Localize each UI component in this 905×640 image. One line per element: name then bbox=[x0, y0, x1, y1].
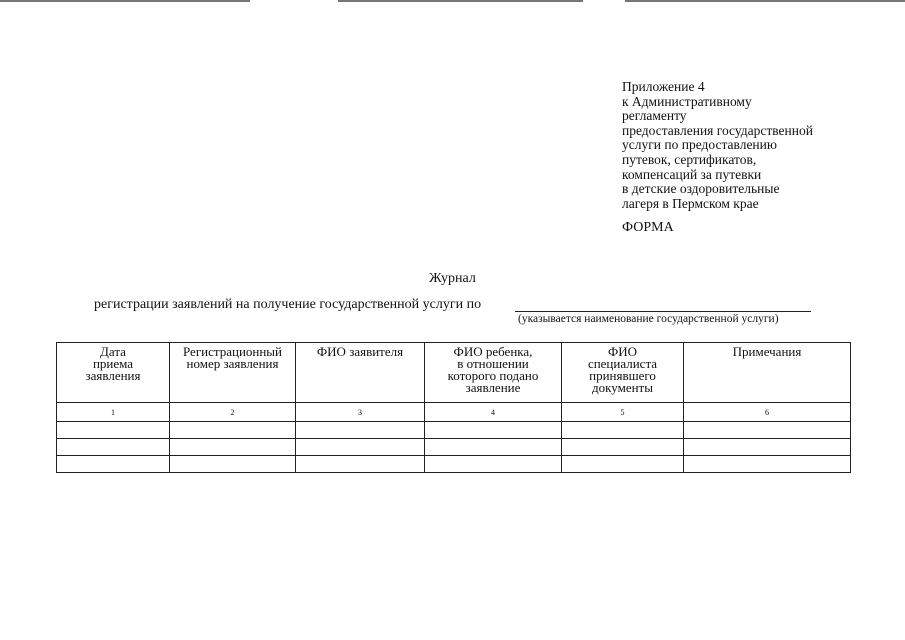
header-applicant-name: ФИО заявителя bbox=[296, 343, 425, 403]
header-receipt-date: Дата приема заявления bbox=[57, 343, 170, 403]
appendix-note bbox=[622, 80, 882, 211]
table-cell bbox=[296, 422, 425, 439]
header-notes: Примечания bbox=[684, 343, 851, 403]
table-cell bbox=[562, 439, 684, 456]
column-number-row bbox=[57, 403, 851, 422]
header-registration-number: Регистрационный номер заявления bbox=[170, 343, 296, 403]
appendix-line: Приложение 4 bbox=[622, 79, 705, 94]
table-cell bbox=[57, 422, 170, 439]
table-row bbox=[57, 456, 851, 473]
table-cell bbox=[57, 439, 170, 456]
table-cell bbox=[170, 422, 296, 439]
table-cell bbox=[684, 422, 851, 439]
appendix-line: компенсаций за путевки bbox=[622, 166, 762, 182]
table-row bbox=[57, 439, 851, 456]
table-cell bbox=[170, 439, 296, 456]
header-child-name: ФИО ребенка, в отношении которого подано заявление bbox=[425, 343, 562, 403]
table-cell bbox=[684, 456, 851, 473]
table-cell bbox=[296, 456, 425, 473]
header-specialist-name: ФИО специалиста принявшего документы bbox=[562, 343, 684, 403]
column-number: 6 bbox=[684, 403, 851, 422]
table-cell bbox=[684, 439, 851, 456]
appendix-line: регламенту bbox=[622, 108, 687, 124]
appendix-line: лагеря в Пермском крае bbox=[622, 195, 759, 211]
table-row bbox=[57, 422, 851, 439]
scan-top-edge-center bbox=[338, 0, 583, 2]
appendix-line: предоставления государственной bbox=[622, 122, 813, 138]
service-name-caption: (указывается наименование государственной услуги) bbox=[518, 313, 779, 325]
table-header-row bbox=[57, 343, 851, 403]
column-number: 2 bbox=[170, 403, 296, 422]
table-cell bbox=[296, 439, 425, 456]
table-cell bbox=[170, 456, 296, 473]
journal-title: Журнал bbox=[429, 271, 476, 286]
registration-journal-table bbox=[56, 342, 851, 473]
appendix-line: к Административному bbox=[622, 93, 752, 109]
appendix-line: в детские оздоровительные bbox=[622, 181, 780, 197]
scan-top-edge-left bbox=[0, 0, 250, 2]
form-label: ФОРМА bbox=[622, 220, 674, 235]
appendix-line: путевок, сертификатов, bbox=[622, 151, 757, 167]
table-cell bbox=[562, 456, 684, 473]
service-name-blank-line bbox=[515, 311, 811, 312]
column-number: 1 bbox=[57, 403, 170, 422]
journal-subtitle: регистрации заявлений на получение государственной услуги по bbox=[94, 297, 482, 312]
table-cell bbox=[562, 422, 684, 439]
column-number: 5 bbox=[562, 403, 684, 422]
column-number: 4 bbox=[425, 403, 562, 422]
table-cell bbox=[425, 422, 562, 439]
column-number: 3 bbox=[296, 403, 425, 422]
table-cell bbox=[425, 456, 562, 473]
table-cell bbox=[57, 456, 170, 473]
appendix-line: услуги по предоставлению bbox=[622, 137, 777, 153]
scan-top-edge-right bbox=[625, 0, 905, 2]
table-cell bbox=[425, 439, 562, 456]
